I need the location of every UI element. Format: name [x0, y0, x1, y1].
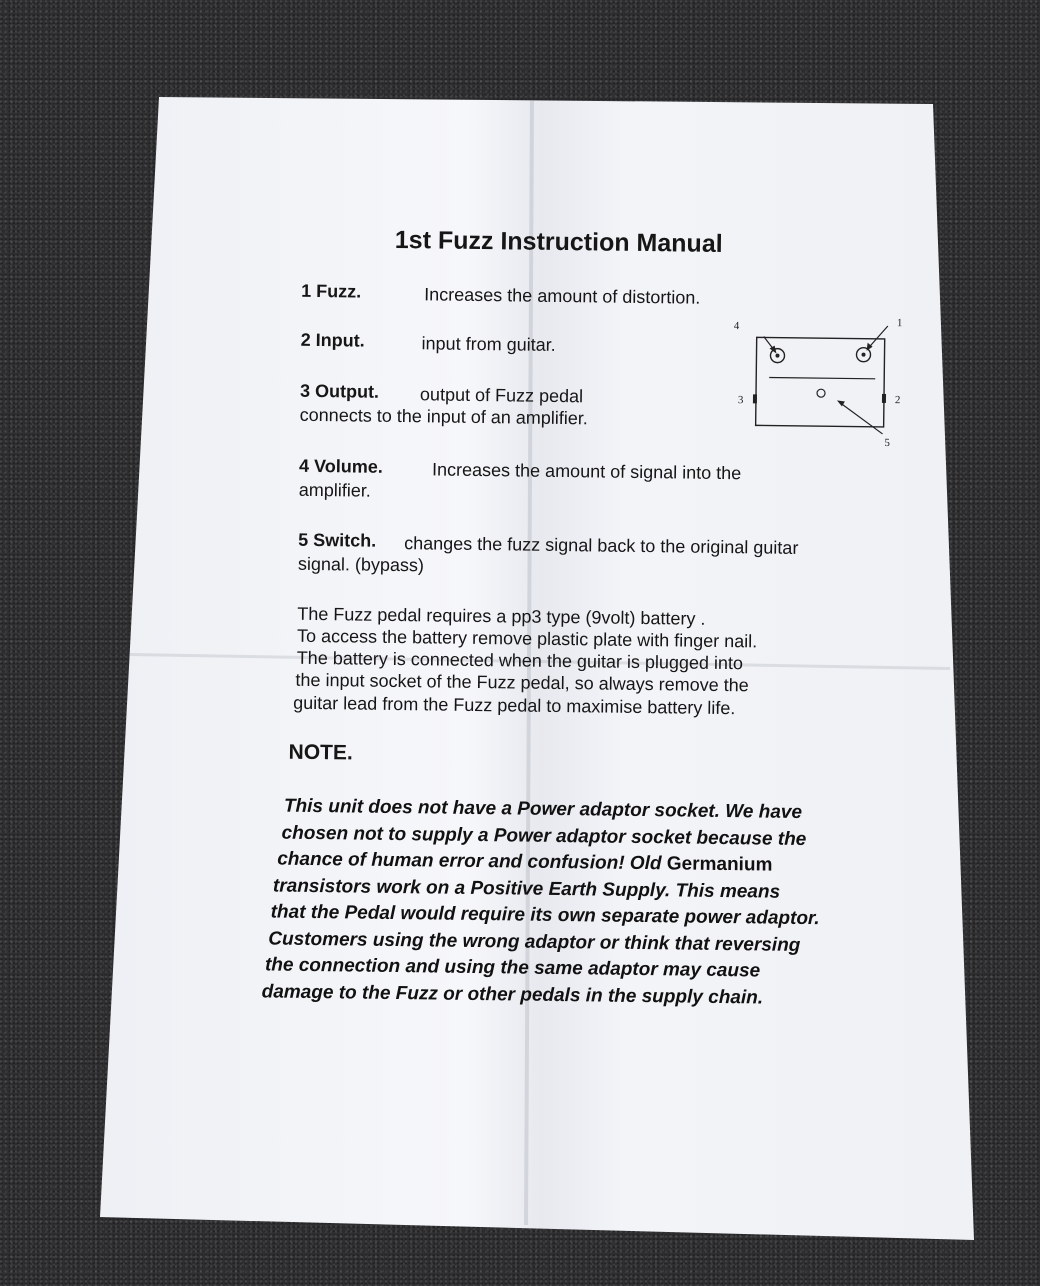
switch-icon [817, 389, 825, 397]
volume-knob-center [775, 354, 779, 358]
item-2-description: input from guitar. [421, 333, 556, 355]
pedal-diagram [724, 310, 916, 452]
item-4-description-cont: amplifier. [298, 479, 371, 501]
note-paragraph [262, 793, 955, 1013]
note-heading: NOTE. [288, 740, 353, 765]
item-5-description: changes the fuzz signal back to the original guitar [404, 533, 799, 558]
item-1-label: 1 Fuzz. [301, 280, 362, 302]
note-line-5: that the Pedal would require its own separate power adaptor. [270, 901, 820, 930]
note-line-3-text: chance of human error and confusion! Old [277, 848, 662, 875]
note-germanium-word: Germanium [666, 853, 773, 876]
document-title: 1st Fuzz Instruction Manual [394, 225, 723, 258]
battery-line-3: The battery is connected when the guitar is plugged into [296, 647, 744, 674]
item-5-label: 5 Switch. [298, 529, 377, 551]
note-line-4: transistors work on a Positive Earth Supply. This means [272, 875, 781, 903]
note-line-1: This unit does not have a Power adaptor socket. We have [283, 795, 803, 823]
item-5-description-cont: signal. (bypass) [297, 553, 425, 576]
battery-line-2: To access the battery remove plastic plate with finger nail. [296, 625, 758, 652]
item-4-description: Increases the amount of signal into the [431, 459, 742, 484]
battery-line-5: guitar lead from the Fuzz pedal to maximise battery life. [293, 692, 736, 719]
diagram-label-4: 4 [733, 320, 740, 333]
diagram-label-2: 2 [894, 394, 901, 407]
arrow-5-line [841, 403, 883, 434]
diagram-label-5: 5 [884, 436, 891, 450]
note-line-2: chosen not to supply a Power adaptor socket because the [281, 822, 807, 850]
diagram-label-3: 3 [737, 394, 744, 407]
item-3-label: 3 Output. [299, 380, 380, 402]
item-4-label: 4 Volume. [298, 455, 383, 477]
output-jack-icon [753, 394, 757, 403]
battery-line-4: the input socket of the Fuzz pedal, so always remove the [295, 669, 749, 696]
item-2-label: 2 Input. [300, 329, 365, 351]
diagram-label-1: 1 [896, 317, 903, 330]
pedal-divider-line [769, 378, 875, 379]
item-1-description: Increases the amount of distortion. [424, 284, 701, 308]
item-3-description: output of Fuzz pedal [419, 384, 584, 407]
item-3-description-cont: connects to the input of an amplifier. [299, 404, 589, 429]
battery-line-1: The Fuzz pedal requires a pp3 type (9volt) battery . [297, 603, 706, 629]
input-jack-icon [882, 394, 886, 403]
note-line-8: damage to the Fuzz or other pedals in the supply chain. [261, 980, 764, 1009]
note-line-7: the connection and using the same adaptor may cause [264, 954, 761, 982]
note-line-6: Customers using the wrong adaptor or think that reversing [268, 927, 801, 956]
fuzz-knob-center [861, 353, 865, 357]
